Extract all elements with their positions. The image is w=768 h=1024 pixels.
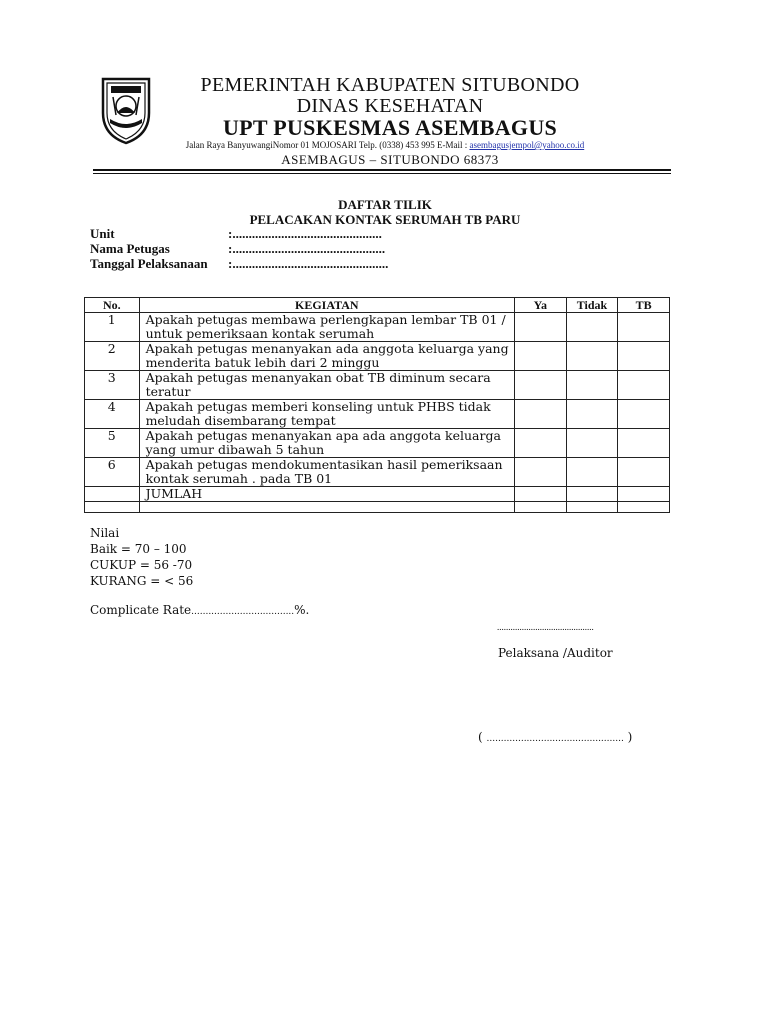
kegiatan-line: Apakah petugas menanyakan apa ada anggota keluarga — [145, 428, 501, 443]
letterhead-rule — [93, 169, 671, 171]
header-no: No. — [85, 298, 140, 313]
total-ya[interactable] — [515, 487, 567, 502]
row-no: 5 — [85, 429, 140, 458]
table-row — [85, 371, 670, 400]
table-row — [85, 313, 670, 342]
header-ya: Ya — [515, 298, 567, 313]
kegiatan-line: Apakah petugas memberi konseling untuk PHBS tidak — [145, 399, 491, 414]
cell-tidak[interactable] — [566, 458, 618, 487]
complicate-rate — [90, 603, 309, 617]
field-value: :............................................... — [228, 241, 386, 256]
kegiatan-line: meludah disembarang tempat — [145, 413, 336, 428]
cell-tb[interactable] — [618, 429, 670, 458]
row-no: 3 — [85, 371, 140, 400]
kegiatan-line: teratur — [145, 384, 191, 399]
total-no-cell — [85, 487, 140, 502]
kegiatan-line: menderita batuk lebih dari 2 minggu — [145, 355, 380, 370]
table-header-row — [85, 298, 670, 313]
kegiatan-line: untuk pemeriksaan kontak serumah — [145, 326, 375, 341]
kegiatan-line: Apakah petugas menanyakan ada anggota keluarga yang — [145, 341, 509, 356]
cell-tidak[interactable] — [566, 371, 618, 400]
field-value: :.............................................. — [228, 226, 382, 241]
complicate-unit: %. — [294, 603, 310, 617]
cell-tidak[interactable] — [566, 429, 618, 458]
field-tanggal — [90, 256, 388, 272]
header-tb: TB — [618, 298, 670, 313]
row-kegiatan — [139, 313, 514, 342]
row-kegiatan — [139, 342, 514, 371]
kegiatan-line: kontak serumah . pada TB 01 — [145, 471, 333, 486]
table-total-row — [85, 487, 670, 502]
row-no: 1 — [85, 313, 140, 342]
paren-open: ( — [478, 730, 487, 744]
checklist-table — [84, 297, 670, 513]
email-link[interactable]: asembagusjempol@yahoo.co.id — [469, 140, 585, 150]
nilai-heading: Nilai — [90, 526, 120, 540]
cell-ya[interactable] — [515, 371, 567, 400]
nilai-baik: Baik = 70 – 100 — [90, 542, 187, 556]
field-label: Tanggal Pelaksanaan — [90, 256, 208, 271]
address-text: Jalan Raya BanyuwangiNomor 01 MOJOSARI Telp. (0338) 453 995 E-Mail : — [185, 140, 470, 150]
kegiatan-line: Apakah petugas membawa perlengkapan lembar TB 01 / — [145, 312, 506, 327]
kegiatan-line: Apakah petugas menanyakan obat TB diminum secara — [145, 370, 491, 385]
nilai-kurang: KURANG = < 56 — [90, 574, 194, 588]
letterhead-government: PEMERINTAH KABUPATEN SITUBONDO — [200, 74, 580, 96]
row-kegiatan — [139, 371, 514, 400]
signature-name-line — [478, 730, 632, 744]
total-tb[interactable] — [618, 487, 670, 502]
table-row — [85, 458, 670, 487]
empty-cell — [85, 502, 140, 513]
kegiatan-line: yang umur dibawah 5 tahun — [145, 442, 325, 457]
field-label: Unit — [90, 226, 115, 241]
auditor-role: Pelaksana /Auditor — [498, 646, 613, 660]
empty-cell — [515, 502, 567, 513]
field-nama-petugas — [90, 241, 385, 257]
kegiatan-line: Apakah petugas mendokumentasikan hasil pemeriksaan — [145, 457, 503, 472]
cell-ya[interactable] — [515, 458, 567, 487]
nilai-cukup: CUKUP = 56 -70 — [90, 558, 193, 572]
cell-tb[interactable] — [618, 371, 670, 400]
cell-tb[interactable] — [618, 458, 670, 487]
cell-tidak[interactable] — [566, 342, 618, 371]
table-empty-row — [85, 502, 670, 513]
document-subtitle: PELACAKAN KONTAK SERUMAH TB PARU — [249, 212, 521, 227]
letterhead-city: ASEMBAGUS – SITUBONDO 68373 — [281, 152, 499, 167]
cell-tb[interactable] — [618, 313, 670, 342]
letterhead-address — [100, 140, 670, 150]
total-label: JUMLAH — [139, 487, 514, 502]
letterhead-department: DINAS KESEHATAN — [296, 95, 484, 117]
letterhead-rule-thin — [93, 173, 671, 174]
row-no: 4 — [85, 400, 140, 429]
name-dots: ................................................ — [486, 734, 624, 744]
complicate-label: Complicate Rate — [90, 603, 192, 617]
cell-tidak[interactable] — [566, 400, 618, 429]
empty-cell — [139, 502, 514, 513]
document-title: DAFTAR TILIK — [338, 197, 432, 212]
cell-tidak[interactable] — [566, 313, 618, 342]
field-value: :................................................ — [228, 256, 389, 271]
header-tidak: Tidak — [566, 298, 618, 313]
total-tidak[interactable] — [566, 487, 618, 502]
field-label: Nama Petugas — [90, 241, 170, 256]
table-row — [85, 342, 670, 371]
paren-close: ) — [623, 730, 633, 744]
cell-ya[interactable] — [515, 400, 567, 429]
field-unit — [90, 226, 382, 242]
letterhead-institution: UPT PUSKESMAS ASEMBAGUS — [222, 115, 558, 140]
row-kegiatan — [139, 458, 514, 487]
table-row — [85, 400, 670, 429]
cell-tb[interactable] — [618, 342, 670, 371]
cell-ya[interactable] — [515, 429, 567, 458]
row-no: 6 — [85, 458, 140, 487]
cell-ya[interactable] — [515, 342, 567, 371]
table-row — [85, 429, 670, 458]
signature-date-line: ........................................... — [497, 622, 594, 632]
row-kegiatan — [139, 400, 514, 429]
row-kegiatan — [139, 429, 514, 458]
cell-ya[interactable] — [515, 313, 567, 342]
complicate-dots: .................................... — [191, 607, 295, 617]
row-no: 2 — [85, 342, 140, 371]
header-kegiatan: KEGIATAN — [139, 298, 514, 313]
empty-cell — [566, 502, 618, 513]
empty-cell — [618, 502, 670, 513]
cell-tb[interactable] — [618, 400, 670, 429]
